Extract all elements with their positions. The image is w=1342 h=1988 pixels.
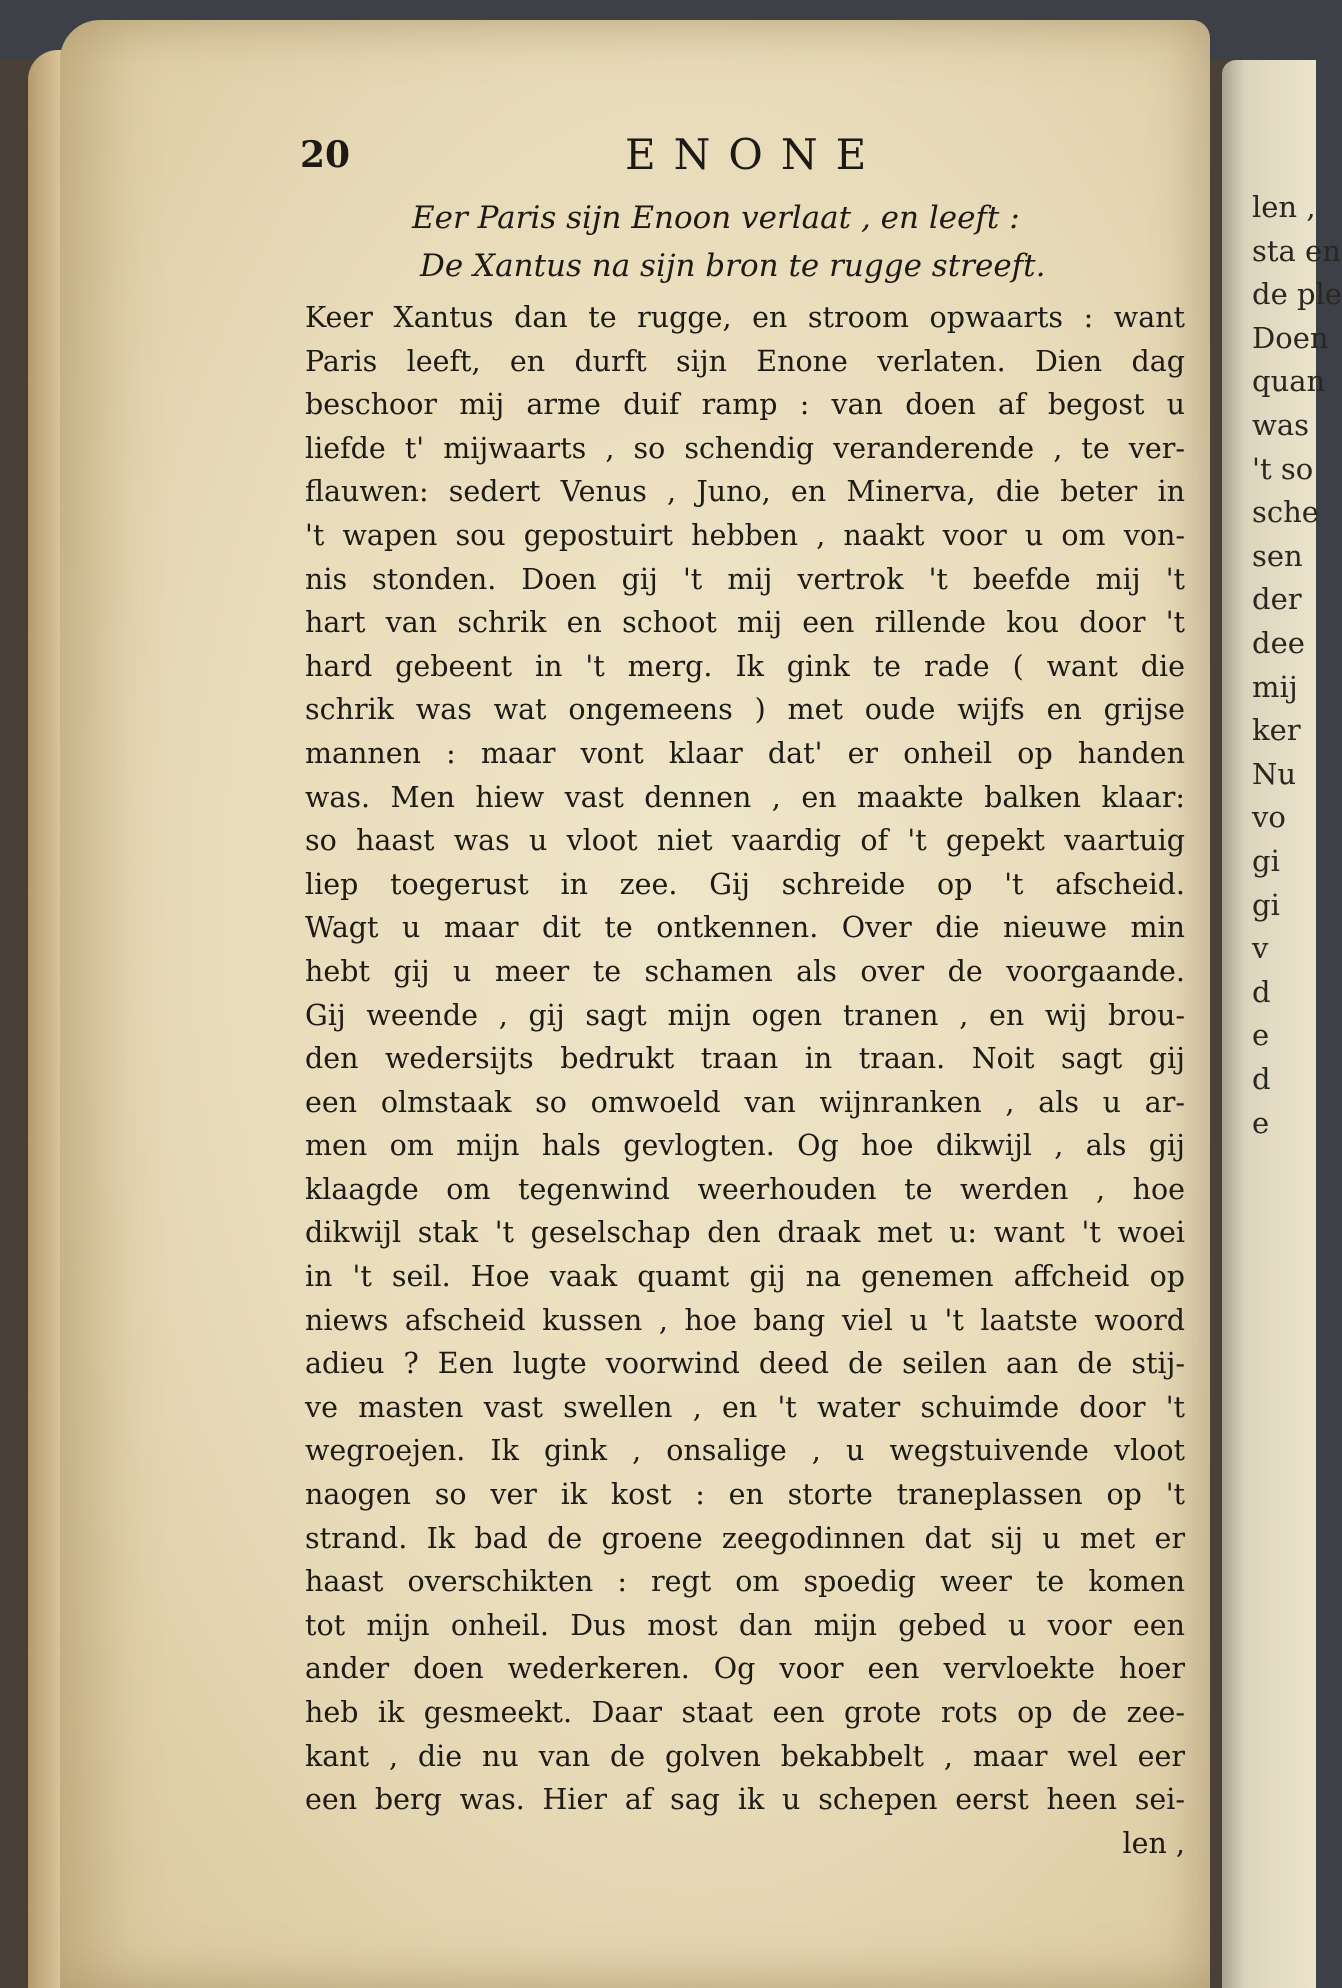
facing-page-fragment: 't so	[1252, 451, 1314, 486]
facing-page-fragment: Nu	[1252, 756, 1297, 791]
text-line: naogen so ver ik kost : en storte traneplassen op 't	[305, 1478, 1185, 1512]
facing-page-fragment: ker	[1252, 713, 1301, 748]
text-line: tot mijn onheil. Dus most dan mijn gebed u voor een	[305, 1608, 1185, 1642]
text-line: hard gebeent in 't merg. Ik gink te rade ( want die	[305, 649, 1185, 683]
text-line: klaagde om tegenwind weerhouden te werden , hoe	[305, 1172, 1185, 1206]
facing-page-fragment: e	[1252, 1105, 1270, 1140]
text-line: Wagt u maar dit te ontkennen. Over die nieuwe min	[305, 911, 1185, 945]
text-line: een berg was. Hier af sag ik u schepen eerst heen sei-	[305, 1783, 1185, 1817]
page-header	[300, 130, 1140, 184]
text-line: den wedersijts bedrukt traan in traan. Noit sagt gij	[305, 1042, 1185, 1076]
running-head: ENONE	[625, 130, 885, 179]
text-line: ve masten vast swellen , en 't water schuimde door 't	[305, 1390, 1185, 1424]
text-line: hebt gij u meer te schamen als over de voorgaande.	[305, 954, 1185, 988]
text-line: was. Men hiew vast dennen , en maakte balken klaar:	[305, 780, 1185, 814]
text-line: Gij weende , gij sagt mijn ogen tranen , en wij brou-	[305, 998, 1185, 1032]
text-line: dikwijl stak 't geselschap den draak met u: want 't woei	[305, 1216, 1185, 1250]
text-line: so haast was u vloot niet vaardig of 't gepekt vaartuig	[305, 824, 1185, 858]
facing-page-fragment: der	[1252, 582, 1302, 617]
facing-page-fragment: d	[1252, 1062, 1271, 1096]
text-line: flauwen: sedert Venus , Juno, en Minerva, die beter in	[305, 475, 1185, 509]
text-line: liefde t' mijwaarts , so schendig veranderende , te ver-	[305, 431, 1185, 465]
facing-page-fragment: v	[1252, 931, 1269, 966]
facing-page-fragment: sche	[1252, 495, 1319, 530]
facing-page-fragment: was	[1252, 408, 1309, 442]
facing-page-fragment: gi	[1252, 887, 1280, 922]
facing-page-fragment: sen	[1252, 538, 1303, 573]
motto-line-2: De Xantus na sijn bron te rugge streeft.	[420, 248, 1046, 284]
text-line: schrik was wat ongemeens ) met oude wijfs en grijse	[305, 693, 1185, 727]
facing-page-fragment: Doen	[1252, 320, 1329, 355]
text-line: heb ik gesmeekt. Daar staat een grote rots op de zee-	[305, 1696, 1185, 1729]
text-line: hart van schrik en schoot mij een rillende kou door 't	[305, 606, 1185, 640]
text-line: nis stonden. Doen gij 't mij vertrok 't beefde mij 't	[305, 562, 1185, 596]
body-text	[305, 296, 1185, 1865]
facing-page-fragment: d	[1252, 974, 1271, 1009]
text-line: kant , die nu van de golven bekabbelt , maar wel eer	[305, 1739, 1185, 1773]
motto-line-1: Eer Paris sijn Enoon verlaat , en leeft :	[412, 200, 1020, 236]
facing-page-fragment: e	[1252, 1018, 1270, 1053]
text-line: ander doen wederkeren. Og voor een vervloekte hoer	[305, 1652, 1185, 1686]
facing-page-edge	[1222, 60, 1342, 1988]
text-line: haast overschikten : regt om spoedig weer te komen	[305, 1565, 1185, 1599]
facing-page-fragment: sta en	[1252, 233, 1341, 268]
text-line: Keer Xantus dan te rugge, en stroom opwaarts : want	[305, 301, 1185, 334]
text-line: 't wapen sou gepostuirt hebben , naakt voor u om von-	[305, 518, 1185, 552]
text-line: Paris leeft, en durft sijn Enone verlaten. Dien dag	[305, 344, 1185, 378]
text-line: mannen : maar vont klaar dat' er onheil op handen	[305, 736, 1185, 770]
facing-page-fragment: dee	[1252, 626, 1305, 660]
facing-page-fragment: len ,	[1252, 190, 1316, 224]
facing-page-fragment: de ple	[1252, 277, 1342, 312]
facing-page-fragment: quan	[1252, 364, 1326, 399]
text-line: strand. Ik bad de groene zeegodinnen dat sij u met er	[305, 1521, 1185, 1555]
facing-page-fragment: gi	[1252, 844, 1280, 878]
text-line: men om mijn hals gevlogten. Og hoe dikwijl , als gij	[305, 1129, 1185, 1163]
facing-page-fragment: vo	[1252, 800, 1286, 835]
text-line: adieu ? Een lugte voorwind deed de seilen aan de stij-	[305, 1347, 1185, 1381]
page-number: 20	[300, 134, 351, 176]
text-line: een olmstaak so omwoeld van wijnranken , als u ar-	[305, 1085, 1185, 1119]
text-line: len ,	[1122, 1826, 1185, 1860]
text-line: beschoor mij arme duif ramp : van doen af begost u	[305, 388, 1185, 422]
text-line: in 't seil. Hoe vaak quamt gij na genemen affcheid op	[305, 1260, 1185, 1294]
text-line: liep toegerust in zee. Gij schreide op 't afscheid.	[305, 867, 1185, 901]
text-line: niews afscheid kussen , hoe bang viel u 't laatste woord	[305, 1303, 1185, 1337]
facing-page-fragment: mij	[1252, 669, 1298, 704]
text-line: wegroejen. Ik gink , onsalige , u wegstuivende vloot	[305, 1434, 1185, 1468]
